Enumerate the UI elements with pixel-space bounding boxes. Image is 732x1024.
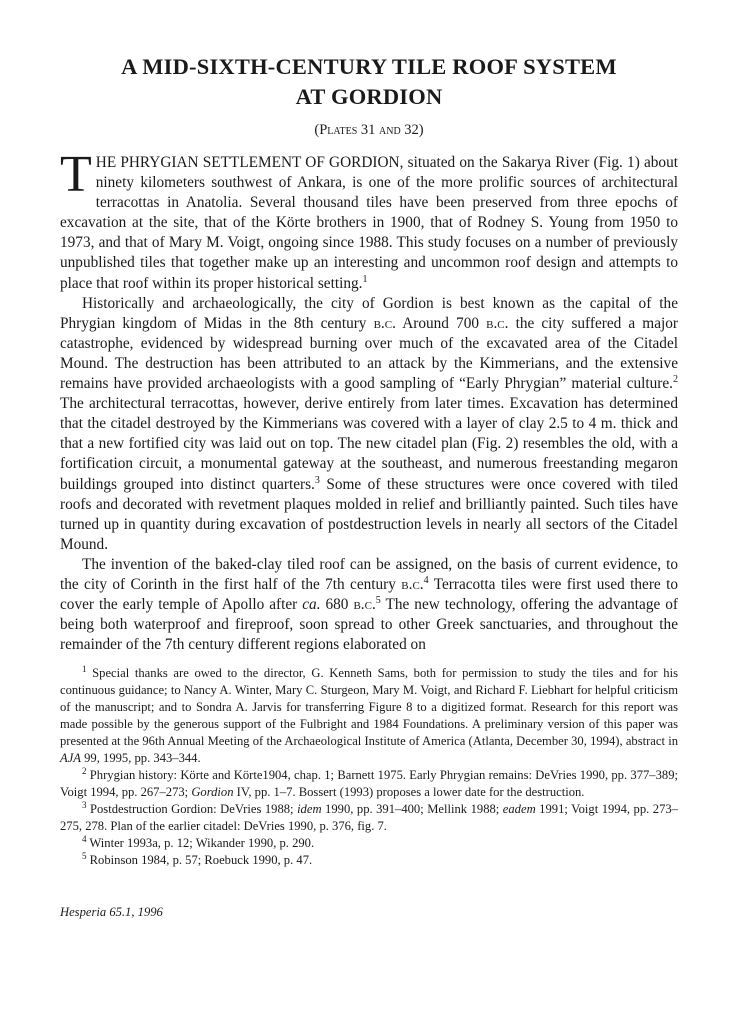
footnote-2 bbox=[60, 767, 678, 801]
footnote-ref-1[interactable]: 1 bbox=[362, 273, 368, 285]
circa-abbrev: ca. bbox=[302, 596, 321, 614]
era-abbrev: b.c. bbox=[401, 575, 424, 593]
plates-reference: (Plates 31 and 32) bbox=[314, 122, 424, 138]
footnote-3 bbox=[60, 801, 678, 835]
footnote-text: Postdestruction Gordion: DeVries 1988; bbox=[86, 802, 298, 817]
footnote-text: Special thanks are owed to the director, G. Kenneth Sams, both for permission to study the tiles and for his continuous guidance; to Nancy A. Winter, Mary C. Sturgeon, Mary M. Voigt, and Richard F. Liebhart for helpful criticism of the manuscript; and to Sondra A. Jarvis for transferring Figure 8 to a digitized format. Research for this report was made possible by the generous support of the Fulbright and 1984 Foundations. A preliminary version of this paper was presented at the 96th Annual Meeting of the Archaeological Institute of America (Atlanta, December 30, 1994), abstract in bbox=[60, 666, 678, 749]
title-line-2: AT GORDION bbox=[295, 84, 443, 109]
paragraph-2-text: Historically and archaeologically, the city of Gordion is best known as the capital of the Phrygian kingdom of Midas in the 8th century bbox=[60, 294, 678, 332]
footnote-number: 5 bbox=[82, 851, 87, 862]
paragraph-1 bbox=[60, 146, 678, 294]
footnote-number: 4 bbox=[82, 834, 87, 845]
footnote-text: 1991; Voigt 1994, pp. 273–275, 278. Plan of the earlier citadel: DeVries 1990, p. 376, fig. 7. bbox=[60, 802, 678, 834]
footnote-text: IV, pp. 1–7. Bossert (1993) proposes a lower date for the destruction. bbox=[233, 785, 585, 800]
footnote-text: Phrygian history: Körte and Körte1904, chap. 1; Barnett 1975. Early Phrygian remains: DeVries 1990, pp. 377–389; Voigt 1994, pp. 267–273; bbox=[60, 768, 678, 800]
paragraph-2-text: Some of these structures were once covered with tiled roofs and decorated with revetment plaques molded in relief and brilliantly painted. Such tiles have turned up in quantity during excavation of postdestruction levels in nearly all sectors of the Citadel Mound. bbox=[60, 475, 679, 553]
footnote-5 bbox=[60, 852, 678, 869]
footnote-4 bbox=[60, 835, 678, 852]
article-body bbox=[60, 146, 679, 655]
journal-citation: Hesperia 65.1, 1996 bbox=[60, 905, 163, 919]
paragraph-2-text: The architectural terracottas, however, derive entirely from later times. Excavation has determined that the citadel destroyed by the Kimmerians was covered with a layer of clay 2.5 to 4 m. thick and that a new fortified city was laid out on top. The new citadel plan (Fig. 2) resembles the old, with a fortification circuit, a monumental gateway at the southeast, and numerous freestanding megaron buildings grouped into distinct quarters. bbox=[60, 395, 678, 493]
era-abbrev: b.c. bbox=[353, 596, 376, 614]
footnote-ref-3[interactable]: 3 bbox=[314, 474, 320, 486]
paragraph-2-text: the city suffered a major catastrophe, evidenced by widespread burning over much of the excavated area of the Citadel Mound. The destruction has been attributed to an attack by the Kimmerians, and the extensive remains have provided archaeologists with a good sampling of “Early Phrygian” material culture. bbox=[60, 314, 678, 393]
paragraph-3 bbox=[60, 555, 678, 655]
paragraph-1-text: situated on the Sakarya River (Fig. 1) about ninety kilometers southwest of Ankara, is one of the more prolific sources of architectural terracottas in Anatolia. Several thousand tiles have been preserved from three epochs of excavation at the site, that of the Körte brothers in 1900, that of Rodney S. Young from 1950 to 1973, and that of Mary M. Voigt, ongoing since 1988. This study focuses on a number of previously unpublished tiles that together make up an interesting and uncommon roof design and attempts to place that roof within its proper historical setting. bbox=[60, 154, 678, 292]
paragraph-3-text: 680 bbox=[320, 596, 354, 614]
drop-cap: T bbox=[60, 146, 92, 203]
footnote-number: 3 bbox=[82, 800, 87, 811]
latin-term: eadem bbox=[502, 802, 536, 817]
journal-abbrev: AJA bbox=[60, 751, 81, 766]
lead-in-caps: HE PHRYGIAN SETTLEMENT OF GORDION, bbox=[95, 154, 404, 171]
footnote-ref-4[interactable]: 4 bbox=[423, 574, 429, 586]
footnotes bbox=[60, 665, 678, 869]
era-abbrev: b.c. bbox=[373, 314, 396, 332]
footnote-ref-5[interactable]: 5 bbox=[375, 594, 381, 606]
footnote-1 bbox=[60, 665, 678, 767]
footnote-text: 1990, pp. 391–400; Mellink 1988; bbox=[321, 802, 503, 817]
latin-term: idem bbox=[297, 802, 322, 817]
paragraph-3-text: The invention of the baked-clay tiled roof can be assigned, on the basis of current evidence, to the city of Corinth in the first half of the 7th century bbox=[60, 555, 678, 593]
era-abbrev: b.c. bbox=[486, 314, 509, 332]
footnote-text: Robinson 1984, p. 57; Roebuck 1990, p. 47. bbox=[86, 853, 313, 868]
article-page bbox=[60, 52, 678, 869]
paragraph-2-text: Around 700 bbox=[395, 314, 487, 332]
footnote-number: 2 bbox=[82, 766, 87, 777]
paragraph-3-text: Terracotta tiles were first used there to cover the early temple of Apollo after bbox=[60, 575, 678, 614]
book-title: Gordion bbox=[191, 785, 234, 800]
footnote-number: 1 bbox=[82, 664, 87, 675]
footnote-text: Winter 1993a, p. 12; Wikander 1990, p. 290. bbox=[86, 836, 315, 851]
paragraph-3-text: The new technology, offering the advantage of being both waterproof and fireproof, soon spread to other Greek sanctuaries, and throughout the remainder of the 7th century different regions elaborated on bbox=[60, 596, 678, 654]
footnote-text: 99, 1995, pp. 343–344. bbox=[80, 751, 201, 766]
article-title bbox=[60, 52, 678, 112]
footnote-ref-2[interactable]: 2 bbox=[673, 373, 678, 385]
paragraph-2 bbox=[60, 294, 678, 555]
title-line-1: A MID-SIXTH-CENTURY TILE ROOF SYSTEM bbox=[121, 54, 617, 79]
